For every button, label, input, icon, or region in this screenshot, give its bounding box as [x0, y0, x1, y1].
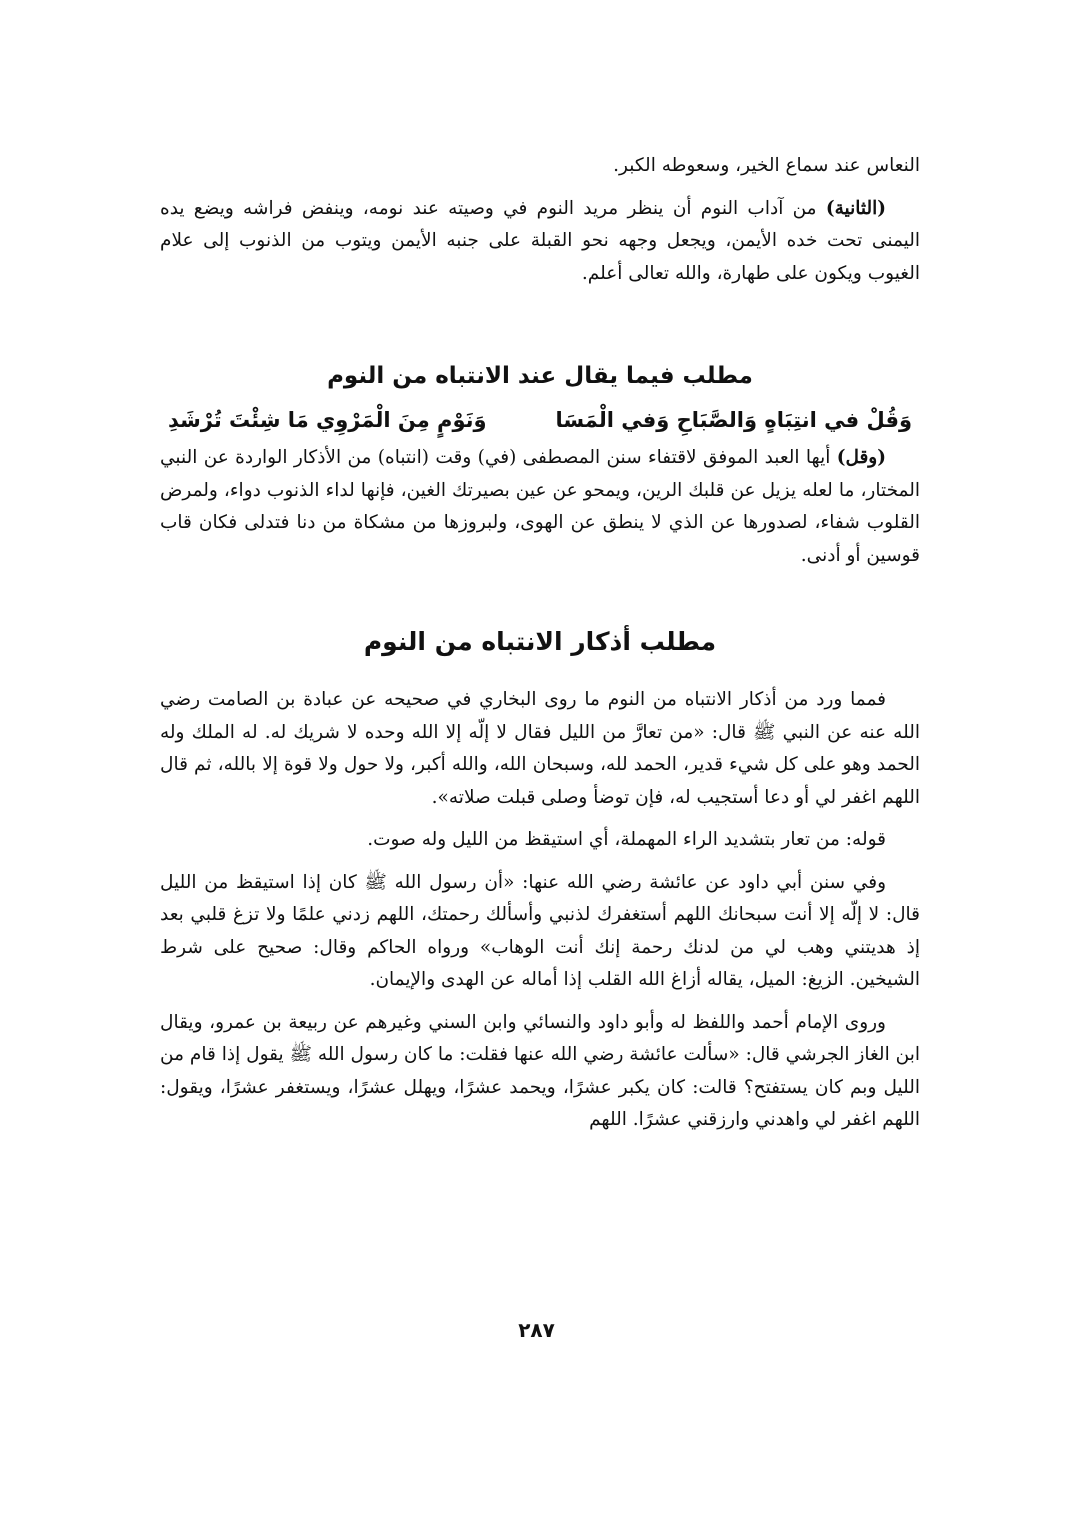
paragraph-text: أيها العبد الموفق لاقتفاء سنن المصطفى (في) وقت (انتباه) من الأذكار الواردة عن النبي المختار، ما لعله يزيل عن قلبك الرين، ويمحو عن عين بصيرتك الغين، فإنها لداء الذنوب دواء، ولمرض القلوب شفاء، لصدورها عن الذي لا ينطق عن الهوى، ولبروزها من مشكاة من دنا فتدلى فكان قاب قوسين أو أدنى. [160, 447, 920, 566]
paragraph-gap [160, 997, 920, 1007]
verse-first-hemistich: وَقُلْ في انتِبَاهٍ وَالصَّبَاحِ وَفي الْمَسَا [555, 408, 912, 432]
page-number: ٢٨٧ [518, 1318, 555, 1342]
section-heading-waking: مطلب فيما يقال عند الانتباه من النوم [327, 363, 753, 389]
verse-second-hemistich: وَنَوْمٍ مِنَ الْمَرْوِي مَا شِئْتَ تُرْشَدِ [168, 408, 487, 432]
paragraph-text: من آداب النوم أن ينظر مريد النوم في وصيته عند نومه، وينفض فراشه ويضع يده اليمنى تحت خده الأيمن، ويجعل وجهه نحو القبلة على جنبه الأيمن ويتوب من الذنوب إلى علام الغيوب ويكون على طهارة، والله تعالى أعلم. [160, 197, 920, 284]
page-body [160, 150, 920, 1137]
paragraph-lead-bold: (وقل) [836, 447, 886, 468]
paragraph-second-etiquette [160, 193, 920, 291]
paragraph-ahmad-hadith: وروى الإمام أحمد واللفظ له وأبو داود والنسائي وابن السني وغيرهم عن ربيعة بن عمرو، ويقال ابن الغاز الجرشي قال: «سألت عائشة رضي الله عنها فقلت: ما كان رسول الله ﷺ يقول إذا قام من الليل وبم كان يستفتح؟ قالت: كان يكبر عشرًا، ويحمد عشرًا، ويهلل عشرًا، ويستغفر عشرًا، ويقول: اللهم اغفر لي واهدني وارزقني عشرًا. اللهم [160, 1011, 920, 1130]
paragraph-bukhari-hadith: فمما ورد من أذكار الانتباه من النوم ما روى البخاري في صحيحه عن عبادة بن الصامت رضي الله عنه عن النبي ﷺ قال: «من تعارَّ من الليل فقال لا إلّه إلا الله وحده لا شريك له. له الملك وله الحمد وهو على كل شيء قدير، الحمد لله، وسبحان الله، والله أكبر، ولا حول ولا قوة إلا بالله، ثم قال اللهم اغفر لي أو دعا أستجيب له، فإن توضأ وصلى قبلت صلاته». [160, 689, 920, 808]
poem-verse [160, 400, 920, 440]
paragraph-continued: النعاس عند سماع الخير، وسعوطه الكبر. [613, 155, 920, 176]
paragraph-abu-dawud-hadith: وفي سنن أبي داود عن عائشة رضي الله عنها: «أن رسول الله ﷺ كان إذا استيقظ من الليل قال: لا إلّه إلا أنت سبحانك اللهم أستغفرك لذنبي وأسألك رحمتك، اللهم زدني علمًا ولا تزغ قلبي بعد إذ هديتني وهب لي من لدنك رحمة إنك أنت الوهاب» ورواه الحاكم وقال: صحيح على شرط الشيخين. الزيغ: الميل، يقاله أزاغ الله القلب إذا أماله عن الهدى والإيمان. [160, 871, 920, 990]
paragraph-lead-bold: (الثانية) [825, 197, 886, 219]
paragraph-explanation: قوله: من تعار بتشديد الراء المهملة، أي استيقظ من الليل وله صوت. [367, 829, 886, 850]
paragraph-gap [160, 814, 920, 824]
paragraph-gap [160, 183, 920, 193]
section-heading-adhkar: مطلب أذكار الانتباه من النوم [363, 627, 717, 656]
paragraph-verse-commentary [160, 442, 920, 572]
paragraph-gap [160, 857, 920, 867]
